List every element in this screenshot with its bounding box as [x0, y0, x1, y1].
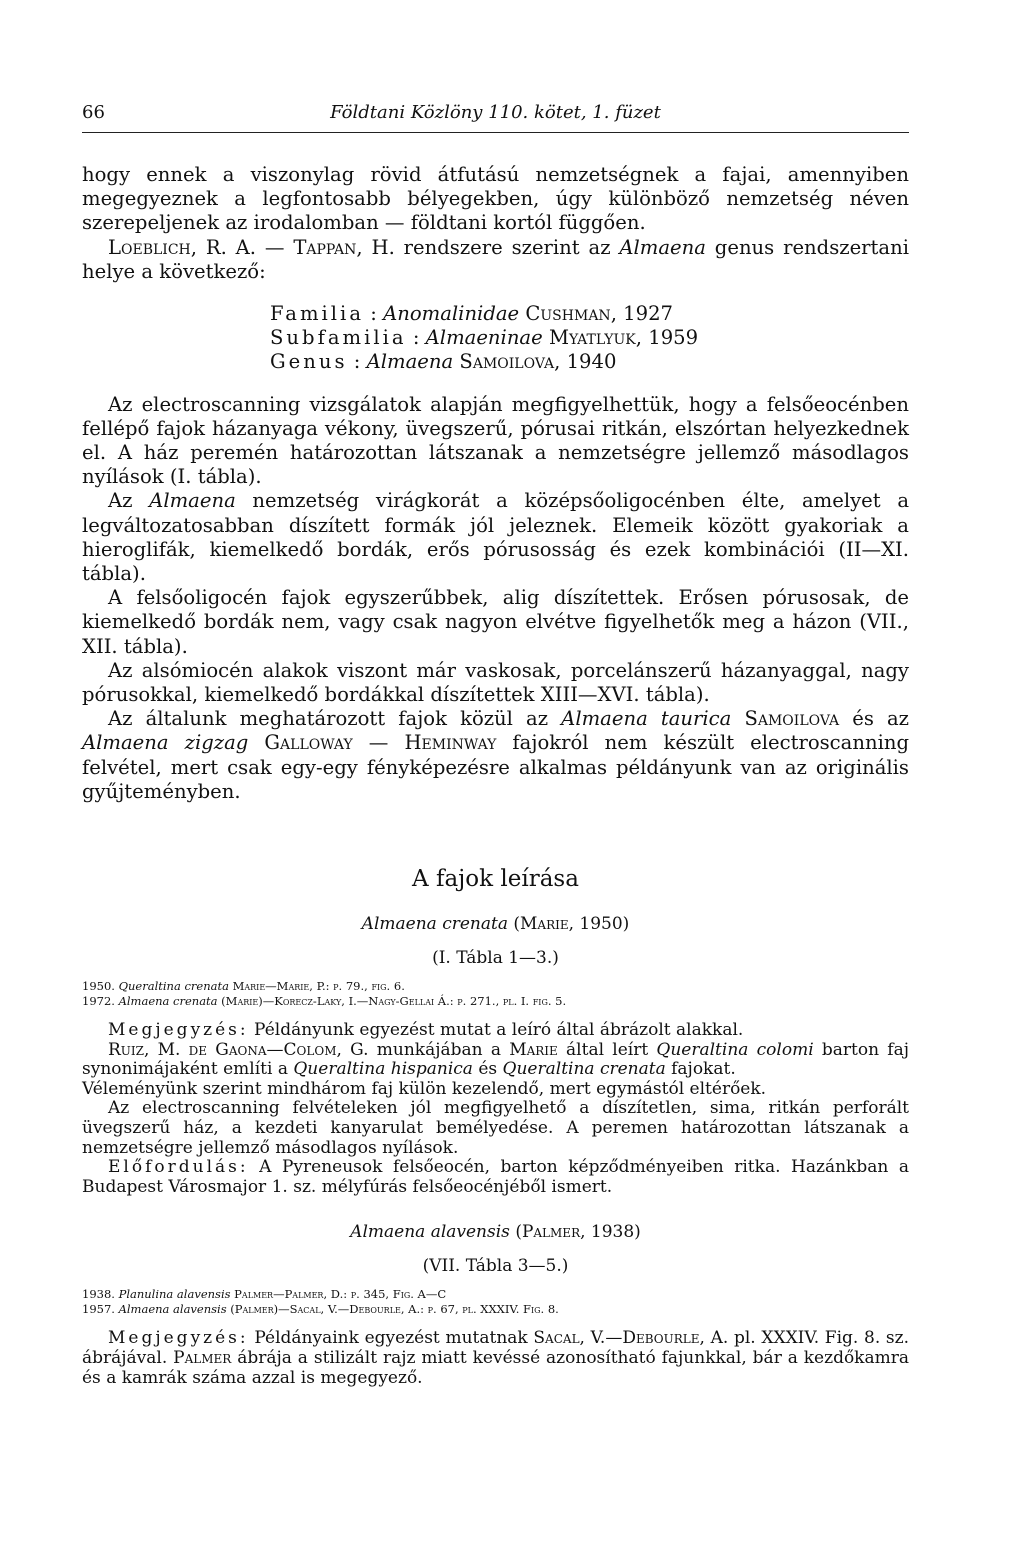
synonym-entry: 1938. Planulina alavensis Palmer—Palmer, D.: p. 345, Fig. A—C [82, 1287, 447, 1302]
synonymy-list [82, 979, 909, 1009]
species-entry-crenata [82, 913, 909, 1197]
genus-name: Almaena [619, 235, 706, 259]
taxonomy-genus: Genus : Almaena Samoilova, 1940 [270, 350, 617, 374]
synonym-entry: 1957. Almaena alavensis (Palmer)—Sacal, V.—Debourle, A.: p. 67, pl. XXXIV. Fig. 8. [82, 1302, 559, 1317]
species-entry-alavensis [82, 1221, 909, 1388]
taxonomy-familia: Familia : Anomalinidae Cushman, 1927 [270, 302, 674, 326]
taxonomy-subfamilia: Subfamilia : Almaeninae Myatlyuk, 1959 [270, 326, 699, 350]
note-paragraph: Előfordulás: A Pyreneusok felsőeocén, barton képződményeiben ritka. Hazánkban a Budapest Városmajor 1. sz. mélyfúrás felsőeocénjéből ismert. [82, 1157, 909, 1197]
note-paragraph: Az electroscanning felvételeken jól megfigyelhető a díszítetlen, sima, ritkán perforált üvegszerű ház, a kezdeti kanyarulat bemélyedése. A peremen határozottan látszanak a nemzetségre jellemző másodlagos nyílások. [82, 1098, 909, 1158]
plate-reference: (I. Tábla 1—3.) [432, 948, 559, 969]
synonymy-list [82, 1287, 909, 1317]
journal-page [82, 98, 909, 1388]
paragraph: Az Almaena nemzetség virágkorát a középsőoligocénben élte, amelyet a legváltozatosabban díszített formák jól jeleznek. Elemeik között gyakoriak a hieroglifák, kiemelkedő bordák, erős pórusosság és ezek kombinációi (II—XI. tábla). [82, 489, 910, 586]
species-heading: Almaena crenata (Marie, 1950) [361, 914, 630, 935]
page-number: 66 [82, 102, 105, 123]
plate-reference: (VII. Tábla 3—5.) [422, 1256, 569, 1277]
synonym-entry: 1950. Queraltina crenata Marie—Marie, P.: p. 79., fig. 6. [82, 979, 405, 994]
note-paragraph: Ruiz, M. de Gaona—Colom, G. munkájában a Marie által leírt Queraltina colomi barton faj synonimájaként említi a Queraltina hispanica és Queraltina crenata fajokat. [82, 1039, 909, 1080]
paragraph: Az általunk meghatározott fajok közül az Almaena taurica Samoilova és az Almaena zigzag Galloway — Heminway fajokról nem készült electroscanning felvétel, mert csak egy-egy fényképezésre alkalmas példányunk van az originális gyűjteményben. [82, 707, 909, 803]
note-paragraph: Megjegyzés: Példányunk egyezést mutat a leíró által ábrázolt alakkal. [108, 1020, 744, 1041]
species-notes [82, 1329, 909, 1388]
species-heading: Almaena alavensis (Palmer, 1938) [350, 1222, 641, 1243]
species-notes [82, 1021, 909, 1197]
journal-title: Földtani Közlöny 110. kötet, 1. füzet [330, 102, 661, 123]
page-header [82, 98, 909, 133]
paragraph: hogy ennek a viszonylag rövid átfutású nemzetségnek a fajai, amennyiben megegyeznek a legfontosabb bélyegekben, úgy különböző nemzetség néven szerepeljenek az irodalomban — földtani kortól függően. [82, 163, 909, 235]
main-text [82, 163, 909, 804]
author-name: Loeblich, R. A. — Tappan, H. [108, 235, 395, 259]
paragraph: A felsőoligocén fajok egyszerűbbek, alig díszítettek. Erősen pórusosak, de kiemelkedő bordák nem, vagy csak nagyon elvétve figyelhetők meg a házon (VII., XII. tábla). [82, 586, 909, 658]
synonym-entry: 1972. Almaena crenata (Marie)—Korecz-Laky, I.—Nagy-Gellai Á.: p. 271., pl. I. fig. 5. [82, 994, 567, 1009]
note-paragraph: Véleményünk szerint mindhárom faj külön kezelendő, mert egymástól eltérőek. [82, 1078, 767, 1099]
note-paragraph: Megjegyzés: Példányaink egyezést mutatnak Sacal, V.—Debourle, A. pl. XXXIV. Fig. 8. sz. ábrájával. Palmer ábrája a stilizált rajz miatt kevéssé azonosítható fajunkkal, bár a kezdőkamra és a kamrák száma azzal is megegyező. [82, 1328, 910, 1388]
paragraph: Loeblich, R. A. — Tappan, H. rendszere szerint az Almaena genus rendszertani helye a következő: [82, 235, 909, 283]
section-title: A fajok leírása [412, 866, 579, 893]
taxonomy-block [270, 302, 909, 375]
paragraph: Az electroscanning vizsgálatok alapján megfigyelhettük, hogy a felsőeocénben fellépő fajok házanyaga vékony, üvegszerű, pórusai ritkán, elszórtan helyezkednek el. A ház peremén határozottan látszanak a nemzetségre jellemző másodlagos nyílások (I. tábla). [82, 392, 909, 489]
paragraph: Az alsómiocén alakok viszont már vaskosak, porcelánszerű házanyaggal, nagy pórusokkal, kiemelkedő bordákkal díszítettek XIII—XVI. tábla). [82, 658, 909, 707]
